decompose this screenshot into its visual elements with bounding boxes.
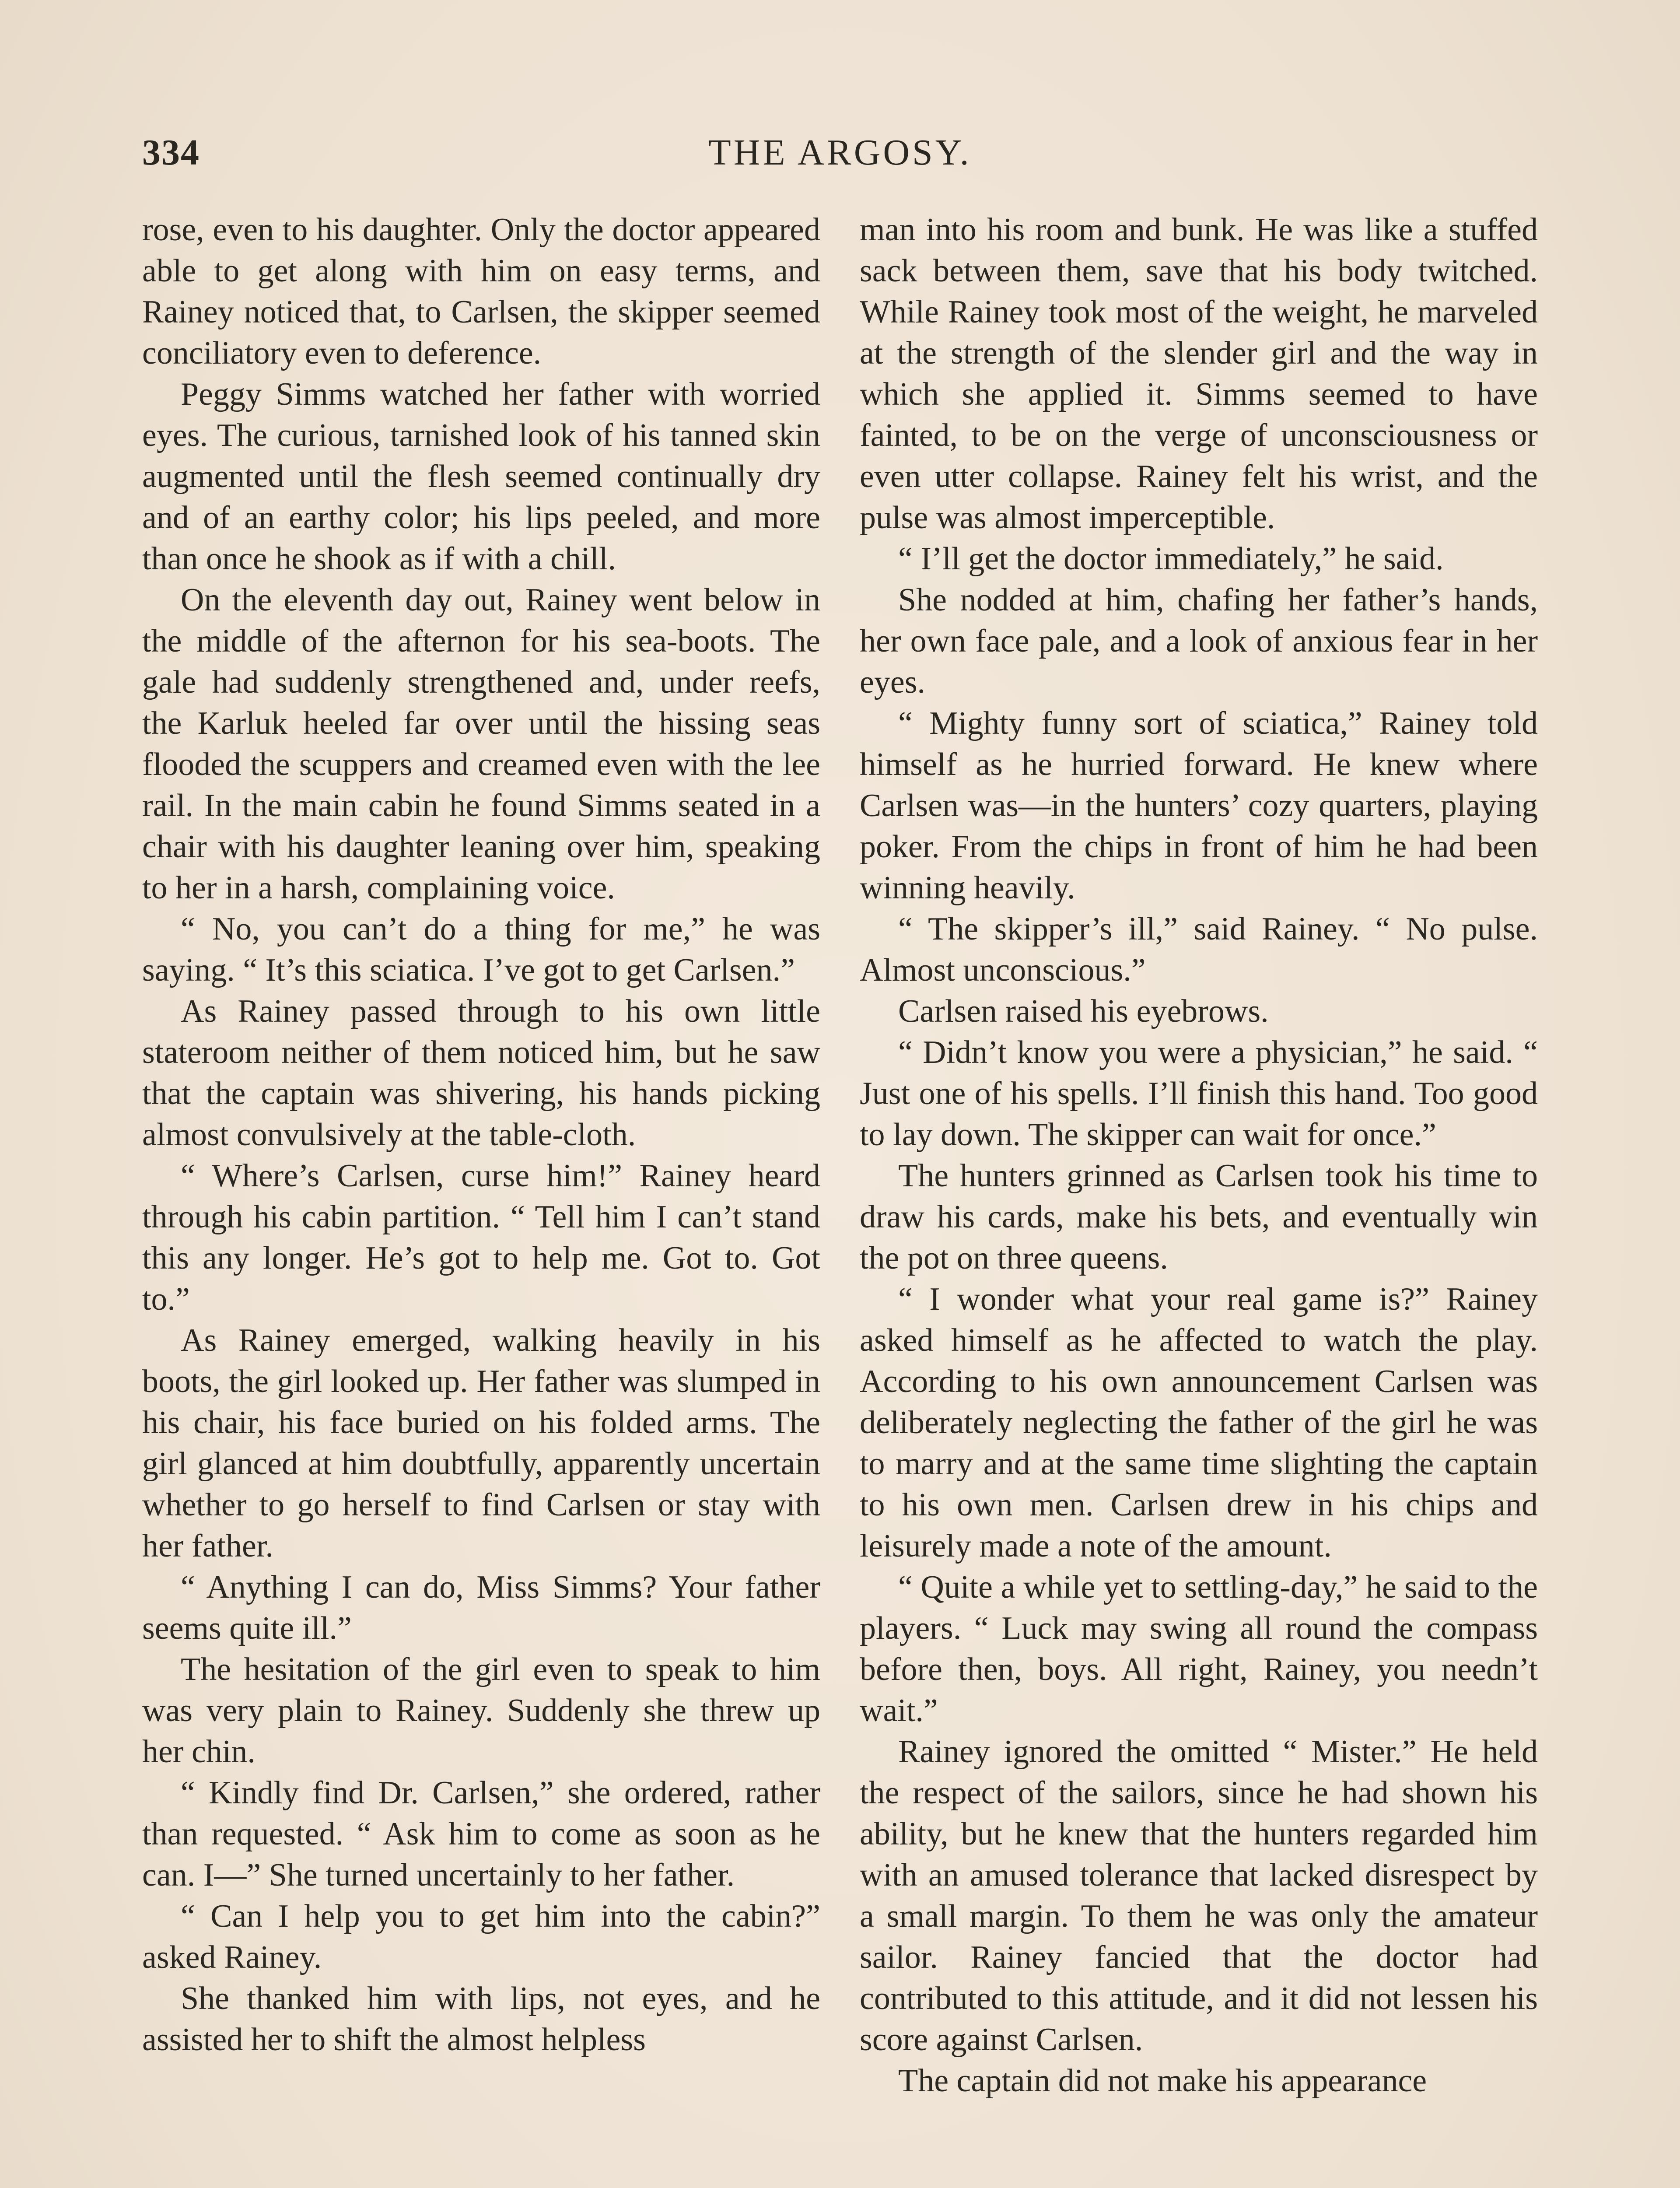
paragraph: “ Kindly find Dr. Carlsen,” she ordered, rather than requested. “ Ask him to come as soon as he can. I—” She turned uncertainly to her father. [142, 1775, 820, 1893]
paragraph: The hesitation of the girl even to speak to him was very plain to Rainey. Suddenly she threw up her chin. [142, 1652, 820, 1770]
paragraph: The hunters grinned as Carlsen took his time to draw his cards, make his bets, and eventually win the pot on three queens. [860, 1158, 1538, 1276]
paragraph: “ Where’s Carlsen, curse him!” Rainey heard through his cabin partition. “ Tell him I can’t stand this any longer. He’s got to help me. Got to. Got to.” [142, 1158, 820, 1317]
paragraph: She nodded at him, chafing her father’s hands, her own face pale, and a look of anxious fear in her eyes. [860, 582, 1538, 700]
paragraph: Carlsen raised his eyebrows. [898, 993, 1269, 1029]
paragraph: The captain did not make his appearance [898, 2063, 1427, 2099]
page-header [142, 131, 1538, 179]
paragraph: “ I wonder what your real game is?” Rainey asked himself as he affected to watch the play. According to his own announcement Carlsen was deliberately neglecting the father of the girl he was to marry and at the same time slighting the captain to his own men. Carlsen drew in his chips and leisurely made a note of the amount. [860, 1281, 1538, 1564]
paragraph: Peggy Simms watched her father with worried eyes. The curious, tarnished look of his tanned skin augmented until the flesh seemed continually dry and of an earthy color; his lips peeled, and more than once he shook as if with a chill. [142, 376, 820, 577]
page-number: 334 [142, 132, 200, 173]
left-column [142, 209, 820, 2188]
running-head: THE ARGOSY. [708, 132, 972, 173]
paragraph: “ Can I help you to get him into the cabin?” asked Rainey. [142, 1898, 820, 1975]
paragraph: “ Didn’t know you were a physician,” he said. “ Just one of his spells. I’ll finish this hand. Too good to lay down. The skipper can wait for once.” [860, 1034, 1538, 1153]
paragraph: “ I’ll get the doctor immediately,” he said. [898, 541, 1444, 577]
paragraph: man into his room and bunk. He was like a stuffed sack between them, save that his body twitched. While Rainey took most of the weight, he marveled at the strength of the slender girl and the way in which she applied it. Simms seemed to have fainted, to be on the verge of unconsciousness or even utter collapse. Rainey felt his wrist, and the pulse was almost imperceptible. [860, 212, 1538, 536]
paragraph: “ No, you can’t do a thing for me,” he was saying. “ It’s this sciatica. I’ve got to get Carlsen.” [142, 911, 820, 988]
paragraph: “ Anything I can do, Miss Simms? Your father seems quite ill.” [142, 1569, 820, 1646]
text-columns [142, 209, 1538, 2188]
paragraph: Rainey ignored the omitted “ Mister.” He held the respect of the sailors, since he had shown his ability, but he knew that the hunters regarded him with an amused tolerance that lacked disrespect by a small margin. To them he was only the amateur sailor. Rainey fancied that the doctor had contributed to this attitude, and it did not lessen his score against Carlsen. [860, 1734, 1538, 2058]
paragraph: As Rainey emerged, walking heavily in his boots, the girl looked up. Her father was slumped in his chair, his face buried on his folded arms. The girl glanced at him doubtfully, apparently uncertain whether to go herself to find Carlsen or stay with her father. [142, 1322, 820, 1564]
paragraph: rose, even to his daughter. Only the doctor appeared able to get along with him on easy terms, and Rainey noticed that, to Carlsen, the skipper seemed conciliatory even to deference. [142, 212, 820, 371]
paragraph: “ Quite a while yet to settling-day,” he said to the players. “ Luck may swing all round the compass before then, boys. All right, Rainey, you needn’t wait.” [860, 1569, 1538, 1729]
paragraph: “ The skipper’s ill,” said Rainey. “ No pulse. Almost unconscious.” [860, 911, 1538, 988]
paragraph: As Rainey passed through to his own little stateroom neither of them noticed him, but he saw that the captain was shivering, his hands picking almost convulsively at the table-cloth. [142, 993, 820, 1153]
right-column [860, 209, 1538, 2188]
paragraph: She thanked him with lips, not eyes, and he assisted her to shift the almost helpless [142, 1981, 820, 2058]
paragraph: “ Mighty funny sort of sciatica,” Rainey told himself as he hurried forward. He knew where Carlsen was—in the hunters’ cozy quarters, playing poker. From the chips in front of him he had been winning heavily. [860, 705, 1538, 906]
paragraph: On the eleventh day out, Rainey went below in the middle of the afternon for his sea-boots. The gale had suddenly strengthened and, under reefs, the Karluk heeled far over until the hissing seas flooded the scuppers and creamed even with the lee rail. In the main cabin he found Simms seated in a chair with his daughter leaning over him, speaking to her in a harsh, complaining voice. [142, 582, 820, 906]
